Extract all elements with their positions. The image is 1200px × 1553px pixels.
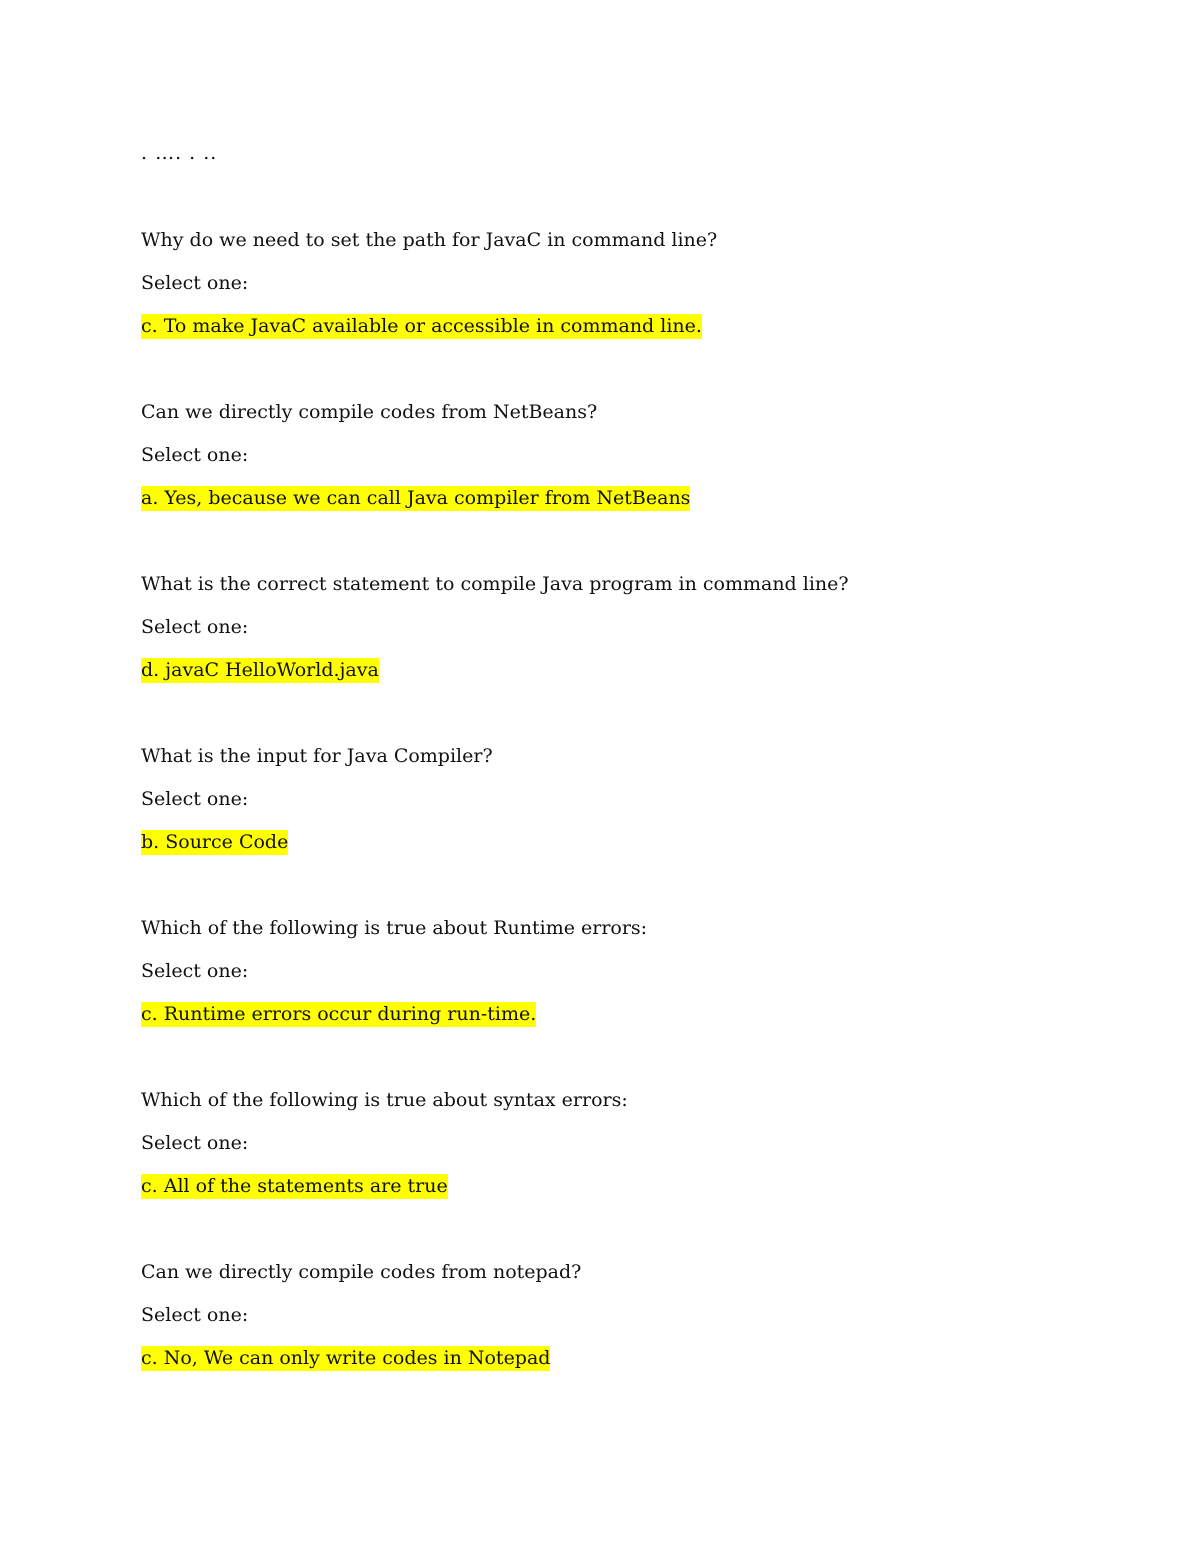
question-block-7 (141, 1259, 1141, 1431)
question-text: What is the input for Java Compiler? (141, 745, 493, 767)
select-one-label: Select one: (141, 616, 249, 638)
highlighted-answer: a. Yes, because we can call Java compiler from NetBeans (141, 487, 691, 509)
highlighted-answer: c. To make JavaC available or accessible in command line. (141, 315, 702, 337)
question-text: Can we directly compile codes from notepad? (141, 1261, 582, 1283)
highlighted-answer: d. javaC HelloWorld.java (141, 659, 379, 681)
question-text: Which of the following is true about syntax errors: (141, 1089, 628, 1111)
answer-line (141, 313, 1141, 339)
header-dots: . …. . .. (141, 142, 218, 164)
question-text: Can we directly compile codes from NetBeans? (141, 401, 598, 423)
select-one-label: Select one: (141, 272, 249, 294)
highlighted-answer: c. No, We can only write codes in Notepad (141, 1347, 551, 1369)
question-block-6 (141, 1087, 1141, 1259)
select-one-label: Select one: (141, 1132, 249, 1154)
question-text: Why do we need to set the path for JavaC in command line? (141, 229, 718, 251)
highlighted-answer: c. Runtime errors occur during run-time. (141, 1003, 537, 1025)
select-one-label: Select one: (141, 960, 249, 982)
question-block-1 (141, 227, 1141, 399)
answer-line (141, 657, 1141, 683)
select-one-label: Select one: (141, 1304, 249, 1326)
answer-line (141, 485, 1141, 511)
question-block-3 (141, 571, 1141, 743)
question-text: Which of the following is true about Runtime errors: (141, 917, 648, 939)
question-block-4 (141, 743, 1141, 915)
question-text: What is the correct statement to compile Java program in command line? (141, 573, 849, 595)
question-block-2 (141, 399, 1141, 571)
select-one-label: Select one: (141, 788, 249, 810)
select-one-label: Select one: (141, 444, 249, 466)
question-block-5 (141, 915, 1141, 1087)
answer-line (141, 1001, 1141, 1027)
answer-line (141, 829, 1141, 855)
highlighted-answer: b. Source Code (141, 831, 289, 853)
question-list (141, 227, 1141, 1431)
answer-line (141, 1173, 1141, 1199)
answer-line (141, 1345, 1141, 1371)
highlighted-answer: c. All of the statements are true (141, 1175, 448, 1197)
